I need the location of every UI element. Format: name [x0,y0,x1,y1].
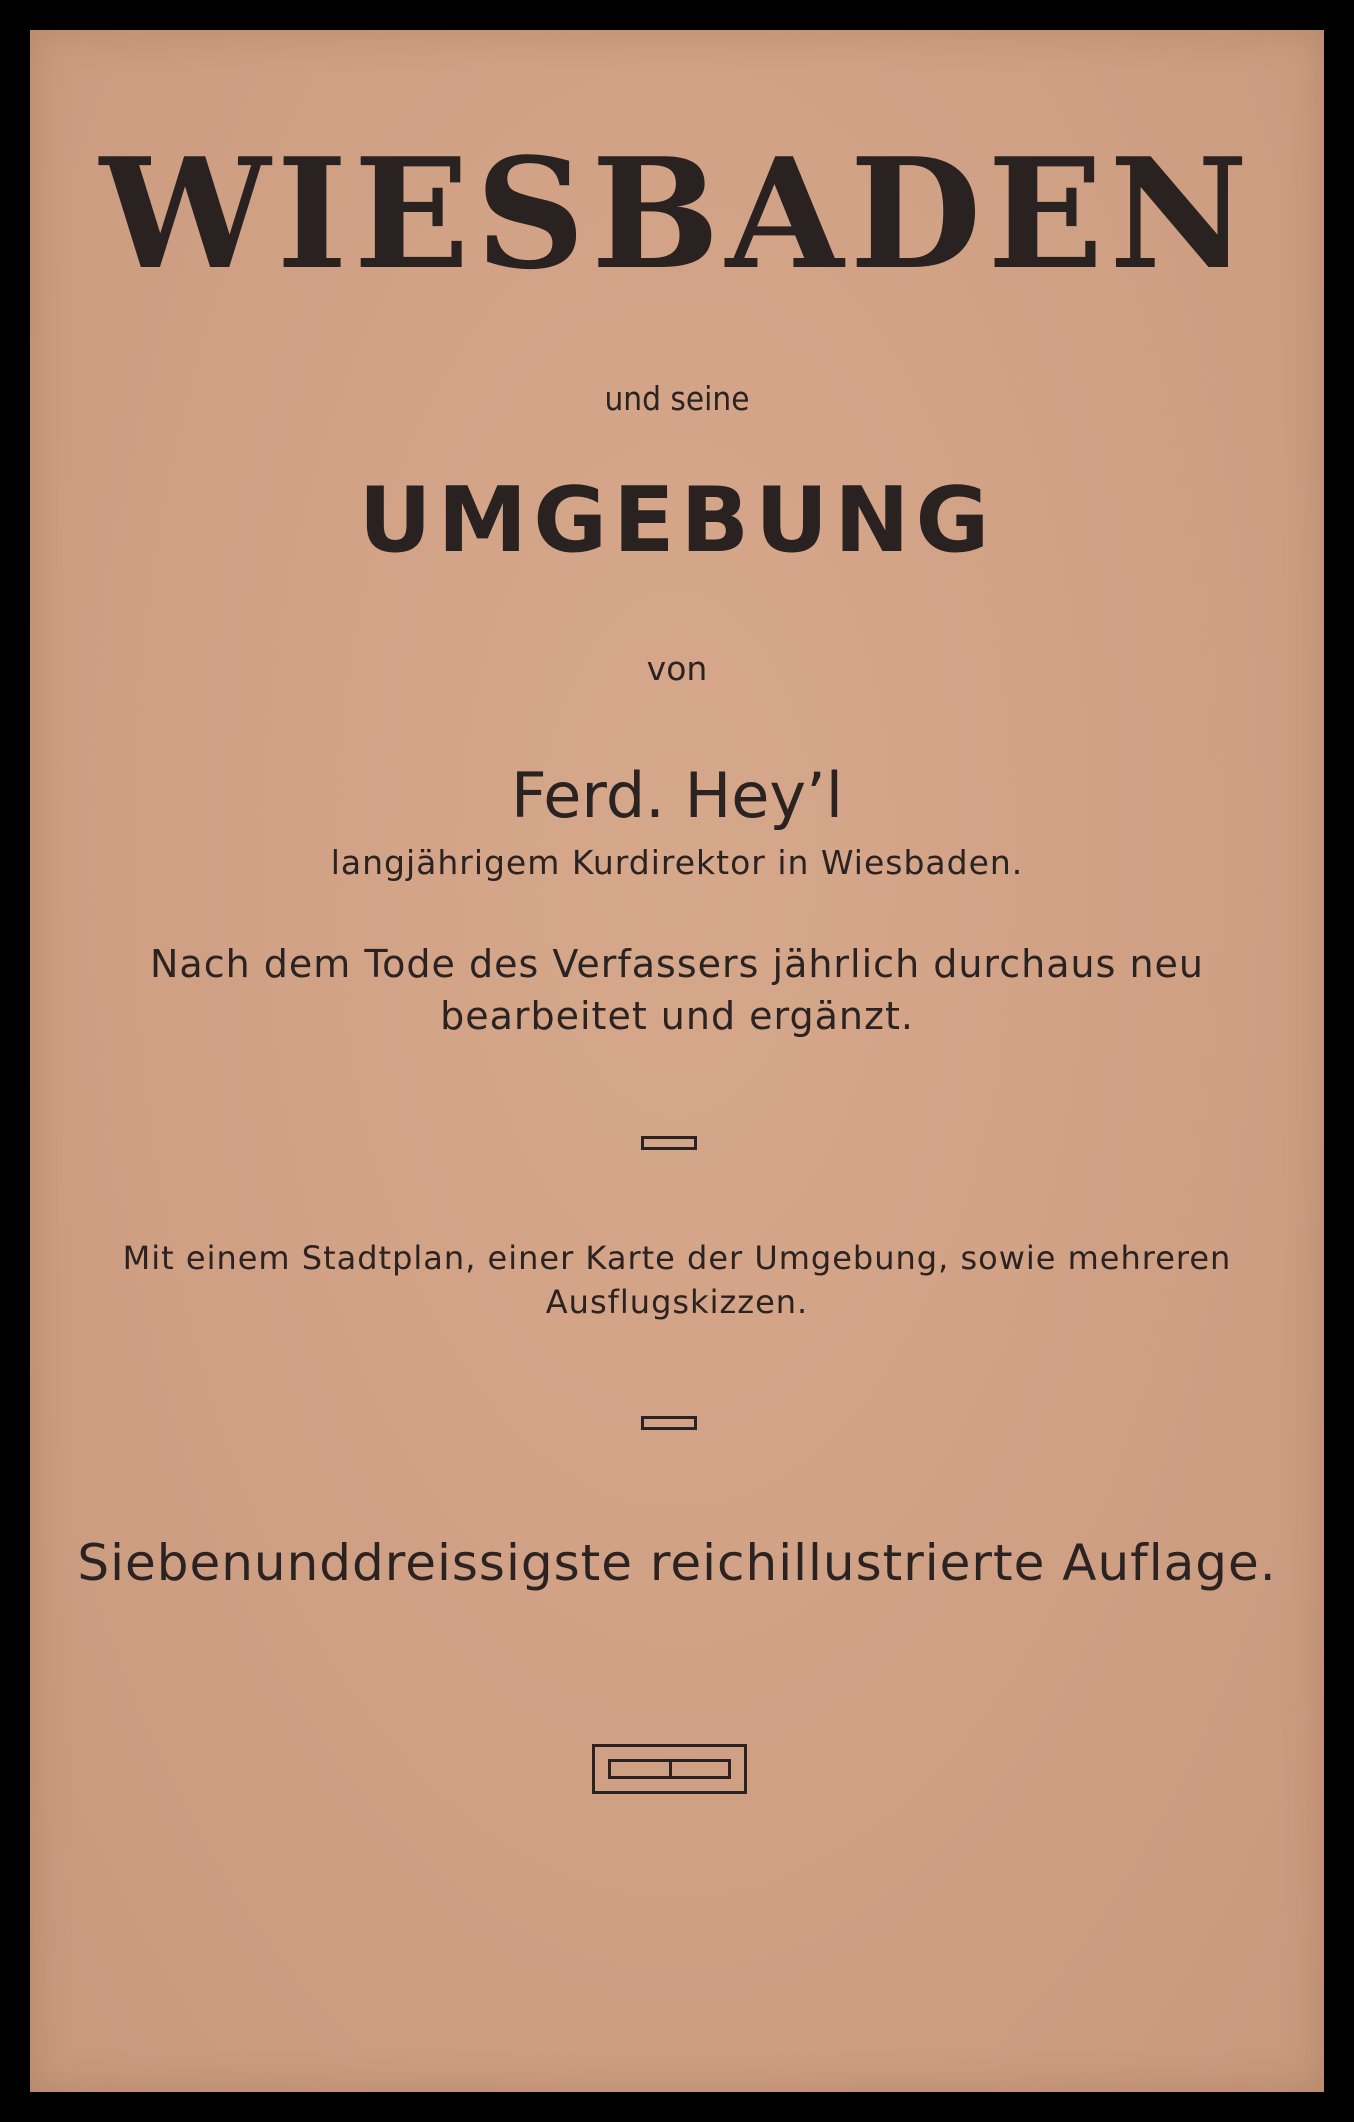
book-subtitle: UMGEBUNG [358,468,996,573]
edition-note-line-1: Nach dem Tode des Verfassers jährlich durchaus neu [150,942,1204,986]
ornament-divider [669,1759,672,1779]
author-role: langjährigem Kurdirektor in Wiesbaden. [330,843,1024,882]
ornament-frame-icon [592,1744,747,1794]
edition-note [30,938,1324,1042]
ornament-bar-icon [641,1416,697,1430]
maps-note [30,1236,1324,1324]
book-title: WIESBADEN [99,124,1255,303]
author-name: Ferd. Hey’l [511,759,843,832]
ornament-bar-icon [641,1136,697,1150]
title-page [30,30,1324,2092]
edition-note-line-2: bearbeitet und ergänzt. [440,994,914,1038]
edition-statement: Siebenunddreissigste reichillustrierte Auflage. [77,1534,1277,1592]
title-connector: und seine [604,379,750,418]
maps-note-line-2: Ausflugskizzen. [545,1283,809,1321]
ornament-inner-bar-icon [608,1759,731,1779]
maps-note-line-1: Mit einem Stadtplan, einer Karte der Umgebung, sowie mehreren [122,1239,1232,1277]
by-label: von [646,649,708,688]
